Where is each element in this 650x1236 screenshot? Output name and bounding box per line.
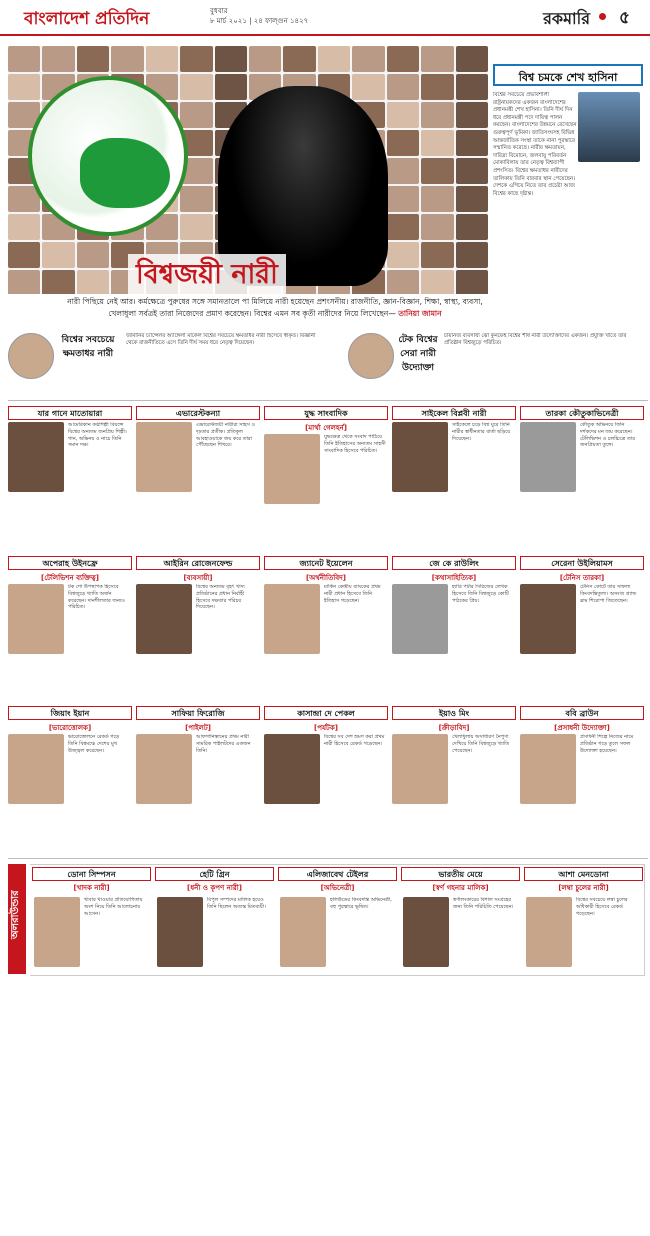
profile-photo: [8, 422, 64, 492]
lead-body-text: বিশ্বের সবচেয়ে প্রভাবশালী রাষ্ট্রনায়কদের একজন বাংলাদেশের প্রধানমন্ত্রী শেখ হাসিনা। তিনি দীর্ঘ দিন ধরে প্রধানমন্ত্রী পদে দায়িত্ব পালন করছেন। বাংলাদেশের উন্নয়নে রেখেছেন গুরুত্বপূর্ণ ভূমিকা। জাতিসংঘসহ বিভিন্ন আন্তর্জাতিক সংস্থা তাকে নানা পুরস্কারে সম্মানিত করেছে। নারীর ক্ষমতায়ন, দারিদ্র্য বিমোচন, জলবায়ু পরিবর্তন মোকাবিলায় তার নেতৃত্ব বিশ্বব্যাপী প্রশংসিত। বিশ্বের ক্ষমতাধর নারীদের তালিকায় তিনি বারবার স্থান পেয়েছেন। দেশকে এগিয়ে নিতে তার প্রচেষ্টা আজ বিশ্বের কাছে দৃষ্টান্ত।: [493, 92, 577, 197]
newspaper-logo: বাংলাদেশ প্রতিদিন: [24, 9, 150, 29]
profile-subtitle: [পাইলট]: [185, 724, 211, 732]
hero-intro: [60, 296, 490, 320]
portrait-tile: [111, 46, 143, 72]
bottom-item-text: স্বর্ণালংকারের বিশাল সংগ্রহের জন্য তিনি পরিচিতি পেয়েছেন।: [453, 897, 514, 910]
divider: [8, 400, 648, 401]
profile-text: টেনিস কোর্টে তার সাফল্য কিংবদন্তিতুল্য। অসংখ্য গ্র্যান্ড স্লাম শিরোপা জিতেছেন।: [580, 584, 637, 604]
portrait-tile: [352, 74, 384, 100]
portrait-tile: [42, 46, 74, 72]
portrait-tile: [387, 102, 419, 128]
portrait-tile: [421, 130, 453, 156]
section-name: রকমারি: [543, 9, 590, 28]
bottom-item-photo: [34, 897, 80, 967]
bottom-item-photo: [403, 897, 449, 967]
portrait-tile: [249, 46, 281, 72]
portrait-tile: [387, 46, 419, 72]
bottom-item-headline: ডোনা সিম্পসন: [32, 867, 151, 881]
portrait-tile: [387, 214, 419, 240]
portrait-tile: [387, 74, 419, 100]
profile-text: যুদ্ধক্ষেত্র থেকে সংবাদ পাঠিয়ে তিনি ইতিহাসের অন্যতম সাহসী সাংবাদিক হিসেবে পরিচিত।: [324, 434, 386, 454]
bottom-item-headline: ভারতীয় মেয়ে: [401, 867, 520, 881]
portrait-tile: [456, 214, 488, 240]
lead-headline: বিশ্ব চমকে শেখ হাসিনা: [493, 64, 643, 86]
portrait-tile: [42, 242, 74, 268]
profile-headline: তারকা কৌতুকাভিনেত্রী: [520, 406, 644, 420]
portrait-tile: [77, 270, 109, 294]
mid-right-text: চায়নিজ ব্যবসায়ী ঝৌ কুনফেই বিশ্বের শীর্ষ নারী উদ্যোক্তাদের একজন। প্রযুক্তি খাতে তার প্রতিষ্ঠান বিশ্বজুড়ে পরিচিত।: [444, 333, 627, 347]
profile-text: কৌতুক অভিনয়ে তিনি দর্শকদের মন জয় করেছেন। টেলিভিশন ও চলচ্চিত্রে তার জনপ্রিয়তা তুঙ্গে।: [580, 422, 635, 449]
profile-subtitle: [কথাসাহিত্যিক]: [431, 574, 477, 582]
bottom-item: [522, 865, 645, 975]
bottom-item-subtitle: [লম্বা চুলের নারী]: [558, 884, 609, 892]
bottom-item-text: বিপুল সম্পদের মালিক হয়েও তিনি ছিলেন অত্যন্ত মিতব্যয়ী।: [207, 897, 266, 910]
profile-photo: [520, 422, 576, 492]
portrait-tile: [180, 214, 212, 240]
portrait-tile: [215, 74, 247, 100]
profile-photo: [264, 734, 320, 804]
profile-subtitle: [টেনিস তারকা]: [559, 574, 605, 582]
profile-text: ভারোত্তোলনে রেকর্ড গড়ে তিনি বিশ্বমঞ্চে দেশের মুখ উজ্জ্বল করেছেন।: [68, 734, 120, 754]
portrait-tile: [180, 74, 212, 100]
profile-headline: জিয়াং ইয়ান: [8, 706, 132, 720]
portrait-tile: [456, 158, 488, 184]
profile-photo: [392, 584, 448, 654]
portrait-tile: [283, 46, 315, 72]
portrait-tile: [77, 46, 109, 72]
profile-photo: [136, 584, 192, 654]
profile-text: প্রসাধনী শিল্পে নিজের নামে প্রতিষ্ঠান গড়ে তুলে সফল উদ্যোক্তা হয়েছেন।: [580, 734, 634, 754]
bottom-item: [399, 865, 522, 975]
portrait-tile: [387, 158, 419, 184]
portrait-tile: [8, 46, 40, 72]
portrait-tile: [421, 46, 453, 72]
profile-headline: জে কে রাউলিং: [392, 556, 516, 570]
portrait-tile: [42, 270, 74, 294]
portrait-tile: [456, 46, 488, 72]
portrait-tile: [456, 74, 488, 100]
bottom-item-text: বিশ্বের সবচেয়ে লম্বা চুলের অধিকারী হিসেবে রেকর্ড গড়েছেন।: [576, 897, 628, 917]
profile-headline: ববি ব্রাউন: [520, 706, 644, 720]
issue-day: বুধবার: [210, 7, 228, 15]
profile-text: মার্কিন কেন্দ্রীয় ব্যাংকের প্রথম নারী প্রধান হিসেবে তিনি ইতিহাস গড়েছেন।: [324, 584, 381, 604]
page-number: ৫: [618, 8, 630, 28]
issue-date: [210, 6, 308, 26]
bottom-item-subtitle: [খাদক নারী]: [73, 884, 110, 892]
bottom-section-label: অলরাউন্ডার: [8, 864, 26, 974]
profile-subtitle: [পর্যটক]: [314, 724, 338, 732]
profile-text: খেলাধুলায় অসাধারণ নৈপুণ্য দেখিয়ে তিনি বিশ্বজুড়ে খ্যাতি পেয়েছেন।: [452, 734, 510, 754]
portrait-tile: [456, 186, 488, 212]
profile-photo: [8, 734, 64, 804]
portrait-tile: [421, 242, 453, 268]
portrait-tile: [456, 102, 488, 128]
portrait-tile: [456, 270, 488, 294]
profile-headline: যুদ্ধ সাংবাদিক: [264, 406, 388, 420]
profile-headline: কাসান্দ্রা দে পেকল: [264, 706, 388, 720]
profile-photo: [8, 584, 64, 654]
portrait-tile: [180, 46, 212, 72]
divider: [8, 858, 648, 859]
bottom-item-text: খাবার খাওয়ার প্রতিযোগিতায় অংশ নিয়ে তিনি আলোচনায় আসেন।: [84, 897, 143, 917]
portrait-tile: [421, 270, 453, 294]
portrait-tile: [387, 130, 419, 156]
zhou-photo: [348, 333, 394, 379]
portrait-tile: [421, 102, 453, 128]
profile-headline: জ্যানেট ইয়েলেন: [264, 556, 388, 570]
mid-left-text: জার্মানির চ্যান্সেলর অ্যাঙ্গেলা মার্কেল বিশ্বের সবচেয়ে ক্ষমতাধর নারী হিসেবে স্বীকৃত। বিজ্ঞানী থেকে রাজনীতিতে এসে তিনি দীর্ঘ সময় ধরে নেতৃত্ব দিয়েছেন।: [126, 333, 316, 347]
portrait-tile: [456, 242, 488, 268]
profile-subtitle: [ব্যবসায়ী]: [183, 574, 213, 582]
profile-text: বিশ্বের অন্যতম বৃহৎ খাদ্য প্রতিষ্ঠানের প্রধান নির্বাহী হিসেবে দক্ষতার পরিচয় দিয়েছেন।: [196, 584, 245, 611]
issue-date-line: ৮ মার্চ ২০২১ | ২৪ ফাল্গুন ১৪২৭: [210, 17, 309, 25]
profile-headline: অপেরাহ উইনফ্রে: [8, 556, 132, 570]
portrait-tile: [387, 186, 419, 212]
portrait-tile: [180, 102, 212, 128]
bottom-item-headline: হেটি গ্রিন: [155, 867, 274, 881]
profile-photo: [392, 734, 448, 804]
portrait-tile: [318, 46, 350, 72]
hero-collage: [8, 46, 488, 294]
profile-subtitle: [মার্থা গেলহর্ন]: [305, 424, 347, 432]
merkel-photo: [8, 333, 54, 379]
bottom-band: [30, 864, 645, 976]
bottom-item-headline: এলিজাবেথ টেইলর: [278, 867, 397, 881]
profile-headline: সাফিয়া ফিরোজি: [136, 706, 260, 720]
bottom-item-photo: [280, 897, 326, 967]
bottom-item: [153, 865, 276, 975]
portrait-tile: [146, 46, 178, 72]
lead-body: [493, 92, 643, 352]
bottom-item: [276, 865, 399, 975]
profile-headline: সাইকেল বিপ্লবী নারী: [392, 406, 516, 420]
profile-headline: ইয়াও মিং: [392, 706, 516, 720]
profile-subtitle: [প্রসাধনী উদ্যোক্তা]: [554, 724, 610, 732]
bottom-item-headline: আশা মেনডোনা: [524, 867, 643, 881]
portrait-tile: [215, 46, 247, 72]
profile-text: সাইকেলে চড়ে বিশ্ব ঘুরে তিনি নারীর স্বাধীনতার বার্তা ছড়িয়ে দিয়েছেন।: [452, 422, 511, 442]
profile-headline: আইরিন রোজেনফেল্ড: [136, 556, 260, 570]
bottom-item-subtitle: [স্বর্ণ গহনার মালিক]: [432, 884, 489, 892]
profile-photo: [136, 422, 192, 492]
bottom-item-subtitle: [অভিনেত্রী]: [320, 884, 355, 892]
profile-headline: সেরেনা উইলিয়ামস: [520, 556, 644, 570]
mid-row: [8, 333, 648, 383]
bottom-item: [30, 865, 153, 975]
profile-subtitle: [টেলিভিশন ব্যক্তিত্ব]: [41, 574, 99, 582]
profile-text: বিশ্বের সব দেশ ভ্রমণ করা প্রথম নারী হিসেবে রেকর্ড গড়েছেন।: [324, 734, 385, 747]
profile-photo: [264, 434, 320, 504]
hero-intro-text: নারী পিছিয়ে নেই আর। কর্মক্ষেত্রে পুরুষের সঙ্গে সমানতালে পা মিলিয়ে নারী হয়েছেন প্রশংসনীয়। রাজনীতি, জ্ঞান-বিজ্ঞান, শিক্ষা, স্বাস্থ্য, ব্যবসা, খেলাধুলা সর্বত্রই তারা নিজেদের প্রমাণ করেছেন। বিশ্বের এমন সব কৃতী নারীদের নিয়ে লিখেছেন—: [67, 297, 483, 318]
portrait-tile: [352, 46, 384, 72]
portrait-tile: [8, 214, 40, 240]
hero-author: তানিয়া জামান: [398, 309, 442, 318]
profile-photo: [392, 422, 448, 492]
profile-photo: [264, 584, 320, 654]
profile-headline: এভারেস্টকন্যা: [136, 406, 260, 420]
profile-text: এভারেস্টজয়ী নারীরা সাহস ও দৃঢ়তার প্রতীক। প্রতিকূল আবহাওয়াকে জয় করে তারা পৌঁছেছেন শিখরে।: [196, 422, 256, 449]
profile-text: হ্যারি পটার সিরিজের লেখক হিসেবে তিনি বিশ্বজুড়ে কোটি পাঠকের প্রিয়।: [452, 584, 509, 604]
profile-text: আমেরিকান কণ্ঠশিল্পী বিয়ন্সে বিশ্বের অন্যতম জনপ্রিয় শিল্পী। গান, অভিনয় ও নাচে তিনি সমান দক্ষ।: [68, 422, 127, 449]
separator-dot-icon: [599, 13, 606, 20]
bottom-item-text: হলিউডের কিংবদন্তি অভিনেত্রী, বহু পুরস্কারে ভূষিত।: [330, 897, 392, 910]
profile-subtitle: [ভারোত্তোলক]: [48, 724, 92, 732]
portrait-tile: [387, 270, 419, 294]
bottom-item-photo: [157, 897, 203, 967]
profile-text: টক শো উপস্থাপক হিসেবে বিশ্বজুড়ে খ্যাতি অর্জন করেছেন। দানশীলতার জন্যও পরিচিত।: [68, 584, 125, 611]
portrait-tile: [421, 158, 453, 184]
profile-photo: [136, 734, 192, 804]
bottom-item-subtitle: [ধনী ও কৃপণ নারী]: [187, 884, 242, 892]
profile-subtitle: [অর্থনীতিবিদ]: [305, 574, 346, 582]
profile-photo: [520, 734, 576, 804]
profile-photo: [520, 584, 576, 654]
globe-land: [80, 138, 170, 208]
bottom-item-photo: [526, 897, 572, 967]
profile-headline: যার গানে মাতোয়ারা: [8, 406, 132, 420]
portrait-tile: [421, 186, 453, 212]
globe-icon: [28, 76, 188, 236]
portrait-tile: [421, 74, 453, 100]
profile-text: আফগানিস্তানের প্রথম নারী সামরিক পাইলটদের একজন তিনি।: [196, 734, 251, 754]
portrait-tile: [8, 74, 40, 100]
mid-left-title: বিশ্বের সবচেয়ে ক্ষমতাধর নারী: [61, 335, 115, 359]
portrait-tile: [8, 242, 40, 268]
portrait-tile: [180, 186, 212, 212]
masthead: [0, 0, 650, 36]
mid-right-title: টেক বিশ্বের সেরা নারী উদ্যোক্তা: [398, 335, 438, 373]
portrait-tile: [421, 214, 453, 240]
portrait-tile: [8, 270, 40, 294]
hero-title: বিশ্বজয়ী নারী: [128, 254, 286, 294]
portrait-tile: [456, 130, 488, 156]
portrait-tile: [77, 242, 109, 268]
profile-subtitle: [ক্রীড়াবিদ]: [438, 724, 470, 732]
portrait-tile: [387, 242, 419, 268]
